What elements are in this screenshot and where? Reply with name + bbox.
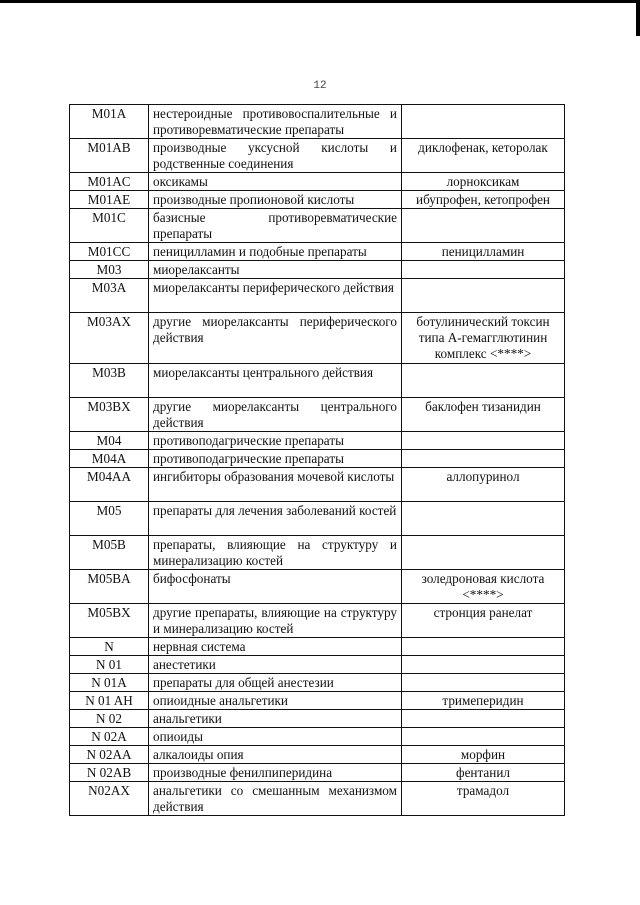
group-name-cell: базисные противоревматические препараты: [149, 209, 402, 243]
drug-name-cell: стронция ранелат: [402, 604, 565, 638]
atc-code-cell: N 01: [70, 656, 149, 674]
drug-name-cell: тримеперидин: [402, 692, 565, 710]
atc-code-cell: M05BX: [70, 604, 149, 638]
drug-name-cell: [402, 638, 565, 656]
drug-name-cell: [402, 656, 565, 674]
atc-code-cell: M01AE: [70, 191, 149, 209]
drug-name-cell: [402, 364, 565, 398]
group-name-cell: анестетики: [149, 656, 402, 674]
group-name-cell: миорелаксанты периферического действия: [149, 279, 402, 313]
group-name-cell: опиоиды: [149, 728, 402, 746]
atc-code-cell: M05BA: [70, 570, 149, 604]
drug-name-cell: баклофен тизанидин: [402, 398, 565, 432]
drug-name-cell: аллопуринол: [402, 468, 565, 502]
atc-code-cell: M04AA: [70, 468, 149, 502]
page-number: 12: [313, 80, 327, 92]
page-edge-right: [636, 0, 640, 36]
atc-code-cell: M05B: [70, 536, 149, 570]
drug-name-cell: морфин: [402, 746, 565, 764]
table-row: [70, 279, 565, 313]
atc-code-cell: M01CC: [70, 243, 149, 261]
atc-code-cell: N 02AB: [70, 764, 149, 782]
table-row: [70, 746, 565, 764]
drug-name-cell: [402, 728, 565, 746]
atc-code-cell: M01AC: [70, 173, 149, 191]
group-name-cell: другие миорелаксанты периферического действия: [149, 313, 402, 364]
atc-code-cell: M01C: [70, 209, 149, 243]
group-name-cell: производные пропионовой кислоты: [149, 191, 402, 209]
table-row: [70, 638, 565, 656]
group-name-cell: анальгетики: [149, 710, 402, 728]
group-name-cell: алкалоиды опия: [149, 746, 402, 764]
table-row: [70, 139, 565, 173]
group-name-cell: опиоидные анальгетики: [149, 692, 402, 710]
group-name-cell: миорелаксанты центрального действия: [149, 364, 402, 398]
group-name-cell: производные фенилпиперидина: [149, 764, 402, 782]
drug-name-cell: [402, 536, 565, 570]
group-name-cell: нервная система: [149, 638, 402, 656]
drug-name-cell: [402, 502, 565, 536]
drug-name-cell: [402, 432, 565, 450]
table-row: [70, 536, 565, 570]
drug-name-cell: пеницилламин: [402, 243, 565, 261]
group-name-cell: пеницилламин и подобные препараты: [149, 243, 402, 261]
atc-code-cell: M03: [70, 261, 149, 279]
drug-name-cell: золедроновая кислота <****>: [402, 570, 565, 604]
atc-code-cell: M03B: [70, 364, 149, 398]
table-row: [70, 432, 565, 450]
drug-name-cell: [402, 105, 565, 139]
drug-name-cell: трамадол: [402, 782, 565, 816]
drug-name-cell: фентанил: [402, 764, 565, 782]
drug-name-cell: лорноксикам: [402, 173, 565, 191]
table-row: [70, 604, 565, 638]
group-name-cell: миорелаксанты: [149, 261, 402, 279]
group-name-cell: оксикамы: [149, 173, 402, 191]
drug-name-cell: [402, 279, 565, 313]
page-edge-top: [0, 0, 640, 3]
drug-name-cell: ибупрофен, кетопрофен: [402, 191, 565, 209]
drug-name-cell: диклофенак, кеторолак: [402, 139, 565, 173]
group-name-cell: ингибиторы образования мочевой кислоты: [149, 468, 402, 502]
table-row: [70, 105, 565, 139]
group-name-cell: противоподагрические препараты: [149, 432, 402, 450]
drug-name-cell: [402, 710, 565, 728]
table-row: [70, 261, 565, 279]
table-row: [70, 692, 565, 710]
table-row: [70, 656, 565, 674]
atc-code-cell: N: [70, 638, 149, 656]
atc-code-cell: M04A: [70, 450, 149, 468]
drug-name-cell: [402, 450, 565, 468]
atc-code-cell: N 01A: [70, 674, 149, 692]
atc-code-cell: M03AX: [70, 313, 149, 364]
group-name-cell: анальгетики со смешанным механизмом действия: [149, 782, 402, 816]
atc-code-cell: M04: [70, 432, 149, 450]
atc-code-cell: M03BX: [70, 398, 149, 432]
atc-code-cell: N 02AA: [70, 746, 149, 764]
group-name-cell: противоподагрические препараты: [149, 450, 402, 468]
group-name-cell: нестероидные противовоспалительные и противоревматические препараты: [149, 105, 402, 139]
atc-code-cell: N 02A: [70, 728, 149, 746]
table-row: [70, 191, 565, 209]
table-row: [70, 243, 565, 261]
table-row: [70, 313, 565, 364]
drug-name-cell: [402, 261, 565, 279]
table-row: [70, 173, 565, 191]
group-name-cell: другие препараты, влияющие на структуру и минерализацию костей: [149, 604, 402, 638]
atc-code-cell: M01A: [70, 105, 149, 139]
table-row: [70, 209, 565, 243]
group-name-cell: бифосфонаты: [149, 570, 402, 604]
table-row: [70, 728, 565, 746]
drug-name-cell: [402, 209, 565, 243]
atc-code-cell: M01AB: [70, 139, 149, 173]
table-row: [70, 674, 565, 692]
atc-code-cell: M05: [70, 502, 149, 536]
drug-name-cell: [402, 674, 565, 692]
group-name-cell: препараты для лечения заболеваний костей: [149, 502, 402, 536]
drug-classification-table: [69, 104, 565, 816]
atc-code-cell: M03A: [70, 279, 149, 313]
group-name-cell: производные уксусной кислоты и родственные соединения: [149, 139, 402, 173]
table-row: [70, 502, 565, 536]
group-name-cell: препараты, влияющие на структуру и минерализацию костей: [149, 536, 402, 570]
group-name-cell: другие миорелаксанты центрального действия: [149, 398, 402, 432]
table-row: [70, 570, 565, 604]
table-row: [70, 782, 565, 816]
atc-code-cell: N02AX: [70, 782, 149, 816]
atc-code-cell: N 02: [70, 710, 149, 728]
table-row: [70, 468, 565, 502]
group-name-cell: препараты для общей анестезии: [149, 674, 402, 692]
table-row: [70, 764, 565, 782]
table-row: [70, 450, 565, 468]
table-row: [70, 398, 565, 432]
table-row: [70, 710, 565, 728]
table-body: [70, 105, 565, 816]
table-row: [70, 364, 565, 398]
drug-name-cell: ботулинический токсин типа А-гемагглютинин комплекс <****>: [402, 313, 565, 364]
atc-code-cell: N 01 AH: [70, 692, 149, 710]
